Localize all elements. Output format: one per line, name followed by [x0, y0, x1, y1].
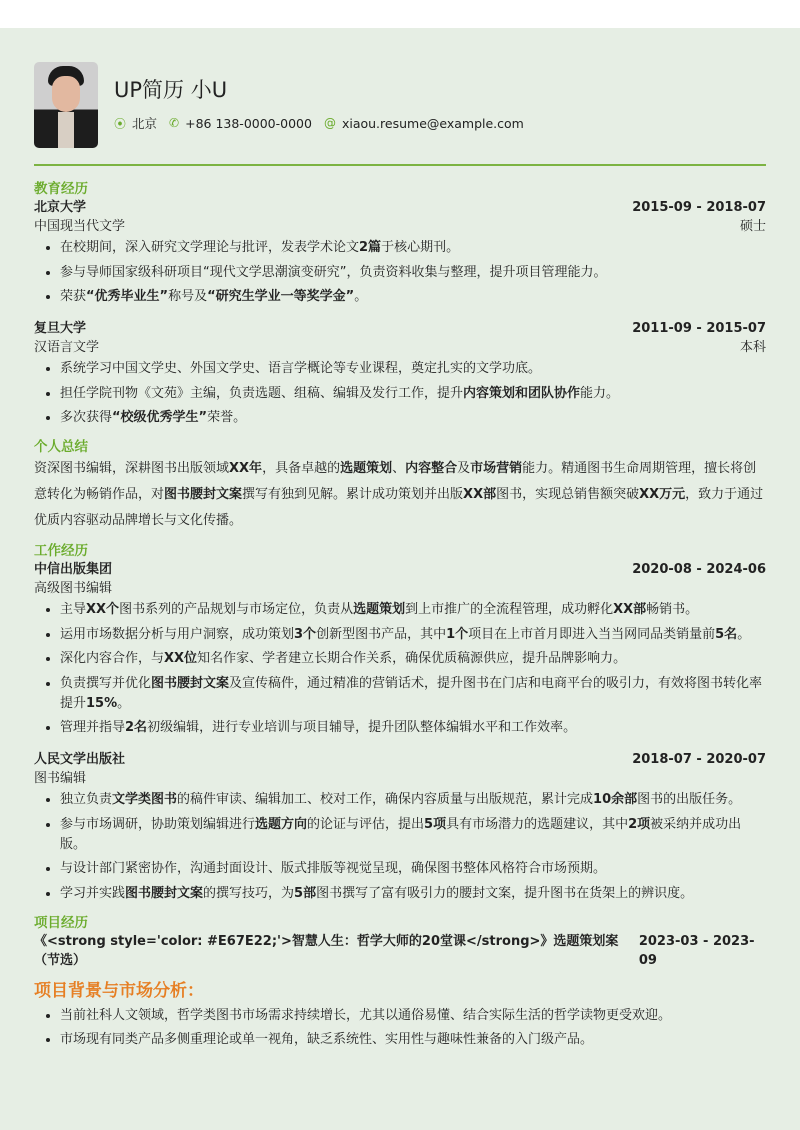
text-segment: 荣获	[60, 289, 87, 304]
text-segment: 、	[392, 461, 406, 476]
bold-text: XX年	[229, 461, 263, 476]
text-segment: 运用市场数据分析与用户洞察，成功策划	[60, 626, 295, 642]
bold-text: 2项	[628, 816, 651, 832]
bold-text: 2篇	[359, 240, 382, 255]
resume-header	[34, 62, 766, 148]
section-title-education: 教育经历	[34, 181, 88, 197]
bold-text: 5部	[294, 885, 317, 901]
entry-title: 中信出版集团	[34, 562, 113, 577]
text-segment: ，致力于通过优质内容驱动品牌增长与文化传播。	[34, 487, 764, 528]
text-segment: 撰写有独到见解。累计成功策划并出版	[242, 487, 464, 502]
text-segment: 及	[457, 461, 471, 476]
entry-date: 2020-08 - 2024-06	[632, 562, 766, 577]
text-segment: 当前社科人文领域，哲学类图书市场需求持续增长，尤其以通俗易懂、结合实际生活的哲学读物更受欢迎。	[60, 1007, 672, 1023]
text-segment: 的稿件审读、编辑加工、校对工作，确保内容质量与出版规范，累计完成	[177, 792, 594, 807]
text-segment: 在校期间，深入研究文学理论与批评，发表学术论文	[60, 240, 360, 255]
bold-text: 选题策划	[340, 461, 393, 476]
bullet-item	[60, 1006, 766, 1026]
text-segment: 具有市场潜力的选题建议，其中	[446, 816, 629, 832]
text-segment: 系统学习中国文学史、外国文学史、语言学概论等专业课程，奠定扎实的文学功底。	[60, 361, 542, 376]
text-segment: 独立负责	[60, 792, 113, 807]
bullet-item	[60, 884, 766, 904]
text-segment: 图书的出版任务。	[637, 792, 742, 807]
entry-subtitle: 中国现当代文学	[34, 219, 126, 234]
entry-date: 2018-07 - 2020-07	[632, 752, 766, 767]
entry-degree: 本科	[739, 340, 766, 355]
entry-subtitle: 汉语言文学	[34, 340, 100, 355]
text-segment: 图书撰写了富有吸引力的腰封文案，提升图书在货架上的辨识度。	[316, 885, 694, 901]
bold-text: 文学类图书	[112, 792, 178, 807]
text-segment: 及宣传稿件，通过精准的营销话术，提升图书在门店和电商平台的吸引力，有效将图书转化率提升	[60, 675, 763, 711]
text-segment: 能力。精通图书生命周期管理，擅长将创意转化为畅销作品，对	[34, 461, 757, 502]
entry-title: 人民文学出版社	[34, 752, 126, 767]
text-segment: 与设计部门紧密协作，沟通封面设计、版式排版等视觉呈现，确保图书整体风格符合市场预期。	[60, 861, 607, 876]
text-segment: 学习并实践	[60, 885, 126, 901]
entry-bullets	[34, 600, 766, 738]
bullet-item	[60, 674, 766, 714]
entry	[34, 319, 766, 428]
bold-text: 选题方向	[255, 816, 308, 832]
bullet-item	[60, 384, 766, 404]
text-segment: 参与导师国家级科研项目“现代文学思潮演变研究”，负责资料收集与整理，提升项目管理能力。	[60, 264, 607, 280]
entry-title: 北京大学	[34, 200, 87, 215]
bold-text: XX万元	[639, 487, 686, 502]
text-segment: 的撰写技巧，为	[203, 885, 295, 901]
bold-text: 2名	[125, 720, 148, 735]
project-bullets	[34, 1006, 766, 1051]
entry-date: 2011-09 - 2015-07	[632, 321, 766, 336]
entry-bullets	[34, 238, 766, 307]
text-segment: 荣誉。	[207, 410, 247, 425]
project-name: 《<strong style='color: #E67E22;'>智慧人生：哲学大师的20堂课</strong>》选题策划案（节选）	[34, 933, 619, 968]
bullet-item	[60, 263, 766, 283]
summary-text	[34, 456, 766, 534]
candidate-name: UP简历 小U	[114, 78, 228, 102]
text-segment: 被采纳并成功出版。	[60, 816, 742, 852]
text-segment: 于核心期刊。	[381, 240, 460, 255]
bold-text: 市场营销	[470, 461, 523, 476]
header-divider	[34, 164, 766, 166]
text-segment: 。	[117, 695, 131, 711]
bold-text: “优秀毕业生”	[86, 289, 169, 304]
phone: +86 138-0000-0000	[185, 115, 312, 131]
entry	[34, 750, 766, 904]
entry-title: 复旦大学	[34, 321, 87, 336]
text-segment: 市场现有同类产品多侧重理论或单一视角，缺乏系统性、实用性与趣味性兼备的入门级产品。	[60, 1032, 594, 1047]
bold-text: 内容策划和团队协作	[463, 385, 581, 401]
email[interactable]: xiaou.resume@example.com	[341, 115, 524, 131]
section-title-summary: 个人总结	[34, 439, 88, 455]
bullet-item	[60, 625, 766, 645]
text-segment: 图书系列的产品规划与市场定位，负责从	[119, 602, 354, 617]
text-segment: 深化内容合作，与	[60, 651, 165, 666]
bullet-item	[60, 408, 766, 428]
bold-text: 1个	[446, 626, 469, 642]
entry-date: 2015-09 - 2018-07	[632, 200, 766, 215]
bold-text: 选题策划	[353, 602, 406, 617]
text-segment: 多次获得	[60, 410, 113, 425]
text-segment: 资深图书编辑，深耕图书出版领域	[34, 461, 230, 476]
text-segment: 主导	[60, 602, 87, 617]
bold-text: XX部	[613, 602, 647, 617]
resume-page	[0, 28, 800, 1130]
location-pin-icon: ⦿	[114, 116, 127, 131]
bullet-item	[60, 718, 766, 738]
bullet-item	[60, 790, 766, 810]
text-segment: 项目在上市首月即进入当当网同品类销量前	[468, 626, 716, 642]
project-subheading: 项目背景与市场分析：	[34, 980, 204, 1001]
bold-text: 5名	[715, 626, 738, 642]
text-segment: 担任学院刊物《文苑》主编，负责选题、组稿、编辑及发行工作，提升	[60, 385, 464, 401]
text-segment: 畅销书。	[646, 602, 699, 617]
text-segment: 知名作家、学者建立长期合作关系，确保优质稿源供应，提升品牌影响力。	[197, 651, 627, 666]
text-segment: 创新型图书产品，其中	[316, 626, 447, 642]
text-segment: 称号及	[168, 289, 208, 304]
text-segment: 负责撰写并优化	[60, 675, 152, 691]
bold-text: XX个	[86, 602, 120, 617]
section-title-projects: 项目经历	[34, 914, 88, 931]
text-segment: 。	[737, 626, 751, 642]
bold-text: 图书腰封文案	[151, 675, 230, 691]
entry-bullets	[34, 790, 766, 904]
location: 北京	[132, 116, 158, 131]
bullet-item	[60, 815, 766, 855]
bold-text: 图书腰封文案	[125, 885, 204, 901]
phone-icon: ✆	[169, 116, 180, 130]
entry-degree: 硕士	[739, 219, 766, 234]
entry-subtitle: 高级图书编辑	[34, 581, 113, 596]
bold-text: XX部	[463, 487, 497, 502]
bold-text: 5项	[424, 816, 447, 832]
bullet-item	[60, 649, 766, 669]
text-segment: 到上市推广的全流程管理，成功孵化	[405, 602, 614, 617]
project-date: 2023-03 - 2023-09	[638, 933, 755, 968]
text-segment: 的论证与评估，提出	[307, 816, 425, 832]
bold-text: 内容整合	[405, 461, 458, 476]
bullet-item	[60, 1030, 766, 1050]
entry-subtitle: 图书编辑	[34, 771, 87, 786]
bullet-item	[60, 238, 766, 258]
text-segment: 。	[354, 289, 368, 304]
email-icon: @	[323, 116, 336, 130]
bullet-item	[60, 859, 766, 879]
bullet-item	[60, 600, 766, 620]
entry-bullets	[34, 359, 766, 428]
bold-text: “研究生学业一等奖学金”	[207, 289, 355, 304]
bold-text: 3个	[294, 626, 317, 642]
bold-text: 图书腰封文案	[164, 487, 243, 502]
text-segment: ，具备卓越的	[262, 461, 341, 476]
avatar	[34, 62, 98, 148]
bold-text: 10余部	[593, 792, 638, 807]
section-title-work: 工作经历	[34, 543, 88, 559]
bullet-item	[60, 359, 766, 379]
text-segment: 初级编辑，进行专业培训与项目辅导，提升团队整体编辑水平和工作效率。	[147, 720, 577, 735]
bold-text: XX位	[164, 651, 198, 666]
entry	[34, 560, 766, 738]
text-segment: 能力。	[580, 385, 620, 401]
text-segment: 图书，实现总销售额突破	[496, 487, 640, 502]
bullet-item	[60, 287, 766, 307]
bold-text: 15%	[86, 695, 118, 711]
text-segment: 管理并指导	[60, 720, 126, 735]
entry	[34, 198, 766, 307]
text-segment: 参与市场调研，协助策划编辑进行	[60, 816, 256, 832]
bold-text: “校级优秀学生”	[112, 410, 208, 425]
